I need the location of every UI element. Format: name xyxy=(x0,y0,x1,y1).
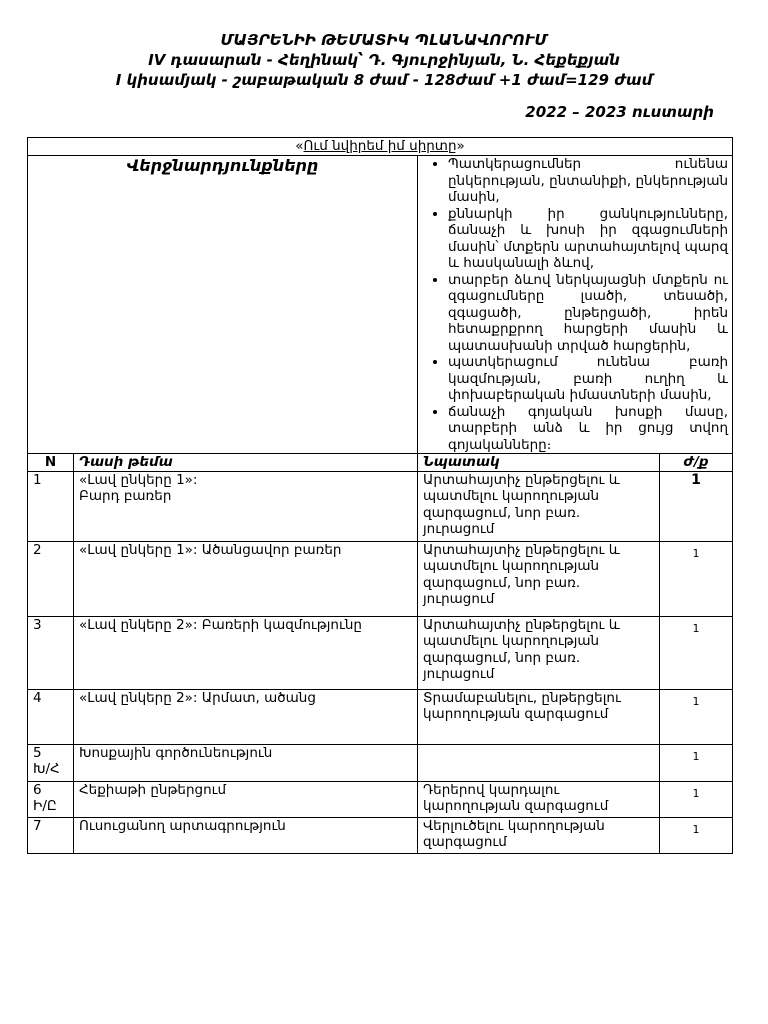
row-goal: Արտահայտիչ ընթերցելու և պատմելու կարողության զարգացում, նոր բառ. յուրացում xyxy=(418,616,660,689)
row-goal: Դերերով կարդալու կարողության զարգացում xyxy=(418,781,660,817)
table-row xyxy=(28,541,733,616)
unit-title xyxy=(28,138,733,156)
row-topic: Խոսքային գործունեություն xyxy=(74,744,418,781)
semester-hours: I կիսամյակ - շաբաթական 8 ժամ - 128ժամ +1 ժամ=129 ժամ xyxy=(115,71,653,89)
row-topic xyxy=(74,471,418,541)
row-topic: «Լավ ընկերը 2»: Բառերի կազմությունը xyxy=(74,616,418,689)
outcome-item: • քննարկի իր ցանկությունները, ճանաչի և խոսի իր զգացումների մասին՝ մտքերն արտահայտելով պարզ և հասկանալի ձևով, xyxy=(448,206,728,272)
col-number: N xyxy=(28,454,74,472)
quote-close: » xyxy=(456,138,465,154)
row-number: 2 xyxy=(28,541,74,616)
table-row xyxy=(28,744,733,781)
row-hours: 1 xyxy=(660,817,733,853)
row-number-subtype: Ի/Ը xyxy=(33,798,57,814)
row-goal: Վերլուծելու կարողության զարգացում xyxy=(418,817,660,853)
outcome-item: • տարբեր ձևով ներկայացնի մտքերն ու զգացումները լսածի, տեսածի, զգացածի, ընթերցածի, իրեն հետաքրքրող հարցերի մասին և պատասխանի տրված հարցերին, xyxy=(448,272,728,355)
row-hours: 1 xyxy=(660,471,733,541)
outcome-item: • պատկերացում ունենա բառի կազմության, բառի ուղիղ և փոխաբերական իմաստների մասին, xyxy=(448,354,728,404)
row-number-line: 5 xyxy=(33,744,42,761)
document-header xyxy=(0,30,768,90)
outcomes-list xyxy=(418,156,728,453)
row-hours: 1 xyxy=(660,781,733,817)
row-hours: 1 xyxy=(660,744,733,781)
row-number: 7 xyxy=(28,817,74,853)
outcomes-list-cell xyxy=(418,156,733,454)
outcomes-label: Վերջնարդյունքները xyxy=(28,156,418,454)
row-topic: Հեքիաթի ընթերցում xyxy=(74,781,418,817)
row-topic: Ուսուցանող արտագրություն xyxy=(74,817,418,853)
column-header-row xyxy=(28,454,733,472)
row-goal: Արտահայտիչ ընթերցելու և պատմելու կարողության զարգացում, նոր բառ. յուրացում xyxy=(418,541,660,616)
col-goal: Նպատակ xyxy=(418,454,660,472)
row-topic: «Լավ ընկերը 1»: Ածանցավոր բառեր xyxy=(74,541,418,616)
col-topic: Դասի թեմա xyxy=(74,454,418,472)
outcome-item: • Պատկերացումներ ունենա ընկերության, ընտանիքի, ընկերության մասին, xyxy=(448,156,728,206)
table-row xyxy=(28,616,733,689)
row-hours: 1 xyxy=(660,616,733,689)
table-row xyxy=(28,471,733,541)
row-goal xyxy=(418,744,660,781)
row-number-subtype: Խ/Հ xyxy=(33,761,60,777)
row-topic: «Լավ ընկերը 2»: Արմատ, ածանց xyxy=(74,689,418,744)
col-hours: ժ/ք xyxy=(660,454,733,472)
row-topic-line: «Լավ ընկերը 1»: xyxy=(79,471,198,488)
row-number: 1 xyxy=(28,471,74,541)
row-number: 3 xyxy=(28,616,74,689)
row-goal: Տրամաբանելու, ընթերցելու կարողության զարգացում xyxy=(418,689,660,744)
row-number xyxy=(28,781,74,817)
grade-authors: IV դասարան - Հեղինակ՝ Դ. Գյուրջինյան, Ն. Հեքեքյան xyxy=(148,51,620,69)
row-hours: 1 xyxy=(660,541,733,616)
row-number xyxy=(28,744,74,781)
row-topic-line2: Բարդ բառեր xyxy=(79,488,172,504)
row-number: 4 xyxy=(28,689,74,744)
school-year: 2022 – 2023 ուստարի xyxy=(525,103,714,121)
unit-title-text: Ում նվիրեմ իմ սիրտը xyxy=(303,138,457,154)
unit-title-row xyxy=(28,138,733,156)
table-row xyxy=(28,817,733,853)
table-row xyxy=(28,781,733,817)
table-row xyxy=(28,689,733,744)
row-number-line: 6 xyxy=(33,781,42,798)
row-goal: Արտահայտիչ ընթերցելու և պատմելու կարողության զարգացում, նոր բառ. յուրացում xyxy=(418,471,660,541)
outcomes-row xyxy=(28,156,733,454)
row-hours: 1 xyxy=(660,689,733,744)
plan-title: ՄԱՅՐԵՆԻԻ ԹԵՄԱՏԻԿ ՊԼԱՆԱՎՈՐՈՒՄ xyxy=(220,31,548,49)
outcome-item: • ճանաչի գոյական խոսքի մասը, տարբերի անձ և իր ցույց տվող գոյականները։ xyxy=(448,404,728,454)
quote-open: « xyxy=(295,138,304,154)
plan-table xyxy=(27,137,733,854)
